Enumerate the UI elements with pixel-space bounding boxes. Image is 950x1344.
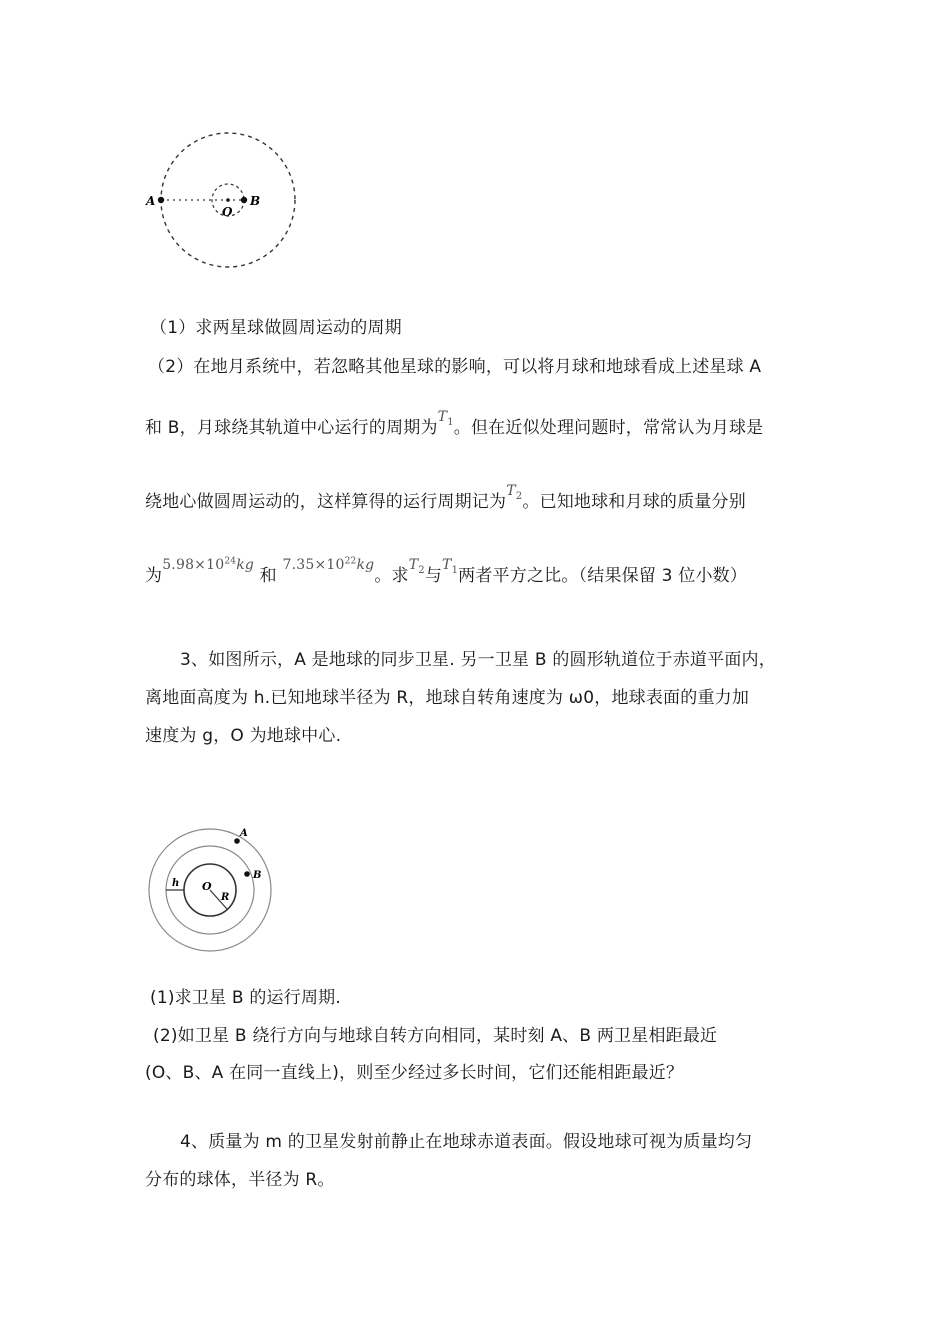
t2-symbol: T2 [506, 483, 523, 502]
label-h-2: h [172, 878, 180, 889]
t1-symbol: T1 [437, 409, 454, 428]
q4-line2: 分布的球体，半径为 R。 [145, 1170, 335, 1190]
q2-line4-a: 为 [145, 566, 163, 586]
q3-line3: 速度为 g，O 为地球中心. [145, 726, 342, 746]
q2-line4-c: 。求 [374, 566, 409, 586]
q2-line3-b: 。已知地球和月球的质量分别 [522, 492, 746, 512]
q2-line4-d: 与 [424, 566, 443, 586]
q2-part2-line3 [145, 483, 746, 514]
label-o-2: O [202, 880, 212, 893]
q2-part2-line1: （2）在地月系统中，若忽略其他星球的影响，可以将月球和地球看成上述星球 A [148, 357, 762, 377]
label-a: A [146, 194, 156, 208]
mass-earth: 5.98×1024kg [162, 556, 255, 573]
satellite-orbit-figure [140, 820, 280, 960]
q2-part2-line2 [145, 409, 764, 440]
star-b [241, 197, 247, 203]
label-b-2: B [253, 870, 262, 881]
q3-line1: 3、如图所示，A 是地球的同步卫星. 另一卫星 B 的圆形轨道位于赤道平面内， [180, 650, 776, 670]
q3-part1: (1)求卫星 B 的运行周期. [150, 988, 341, 1008]
satellite-b [244, 871, 250, 877]
q3-part2-line2: (O、B、A 在同一直线上)，则至少经过多长时间，它们还能相距最近？ [145, 1063, 684, 1083]
binary-star-figure [140, 125, 310, 275]
star-a [158, 197, 164, 203]
q2-line4-e: 两者平方之比。（结果保留 3 位小数） [458, 566, 748, 586]
t2-symbol-2: T2 [408, 557, 425, 576]
label-a-2: A [240, 828, 248, 839]
q3-line2: 离地面高度为 h.已知地球半径为 R，地球自转角速度为 ω0，地球表面的重力加 [145, 688, 750, 708]
q3-part2-line1: (2)如卫星 B 绕行方向与地球自转方向相同，某时刻 A、B 两卫星相距最近 [153, 1026, 718, 1046]
t1-symbol-2: T1 [442, 557, 459, 576]
center-o [226, 198, 230, 202]
q2-part1: （1）求两星球做圆周运动的周期 [150, 318, 402, 338]
q4-line1: 4、质量为 m 的卫星发射前静止在地球赤道表面。假设地球可视为质量均匀 [180, 1132, 753, 1152]
q2-line4-b: 和 [259, 566, 277, 586]
q2-line2-a: 和 B，月球绕其轨道中心运行的周期为 [145, 418, 438, 438]
label-r-2: R [221, 892, 230, 903]
label-o: O [222, 205, 233, 219]
mass-moon: 7.35×1022kg [282, 556, 375, 573]
q2-line3-a: 绕地心做圆周运动的，这样算得的运行周期记为 [145, 492, 507, 512]
label-b: B [250, 194, 261, 208]
q2-part2-line4 [145, 556, 748, 588]
satellite-a [234, 838, 240, 844]
q2-line2-b: 。但在近似处理问题时，常常认为月球是 [453, 418, 764, 438]
